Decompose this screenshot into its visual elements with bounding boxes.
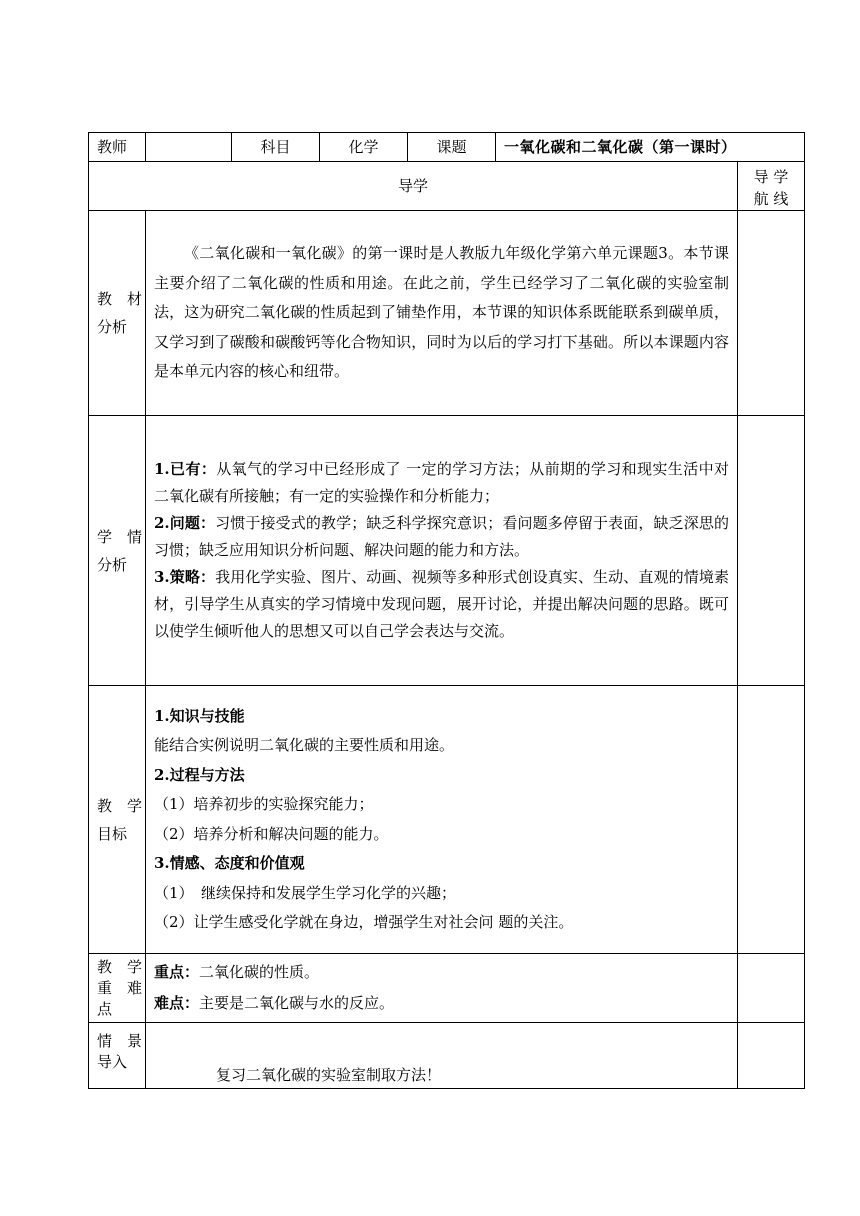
topic-label: 课题 [408, 133, 496, 162]
objectives-label-1: 教 学 [97, 796, 143, 815]
objective-text-process-2: （2）培养分析和解决问题的能力。 [154, 824, 389, 843]
student-analysis-item [154, 456, 729, 510]
student-analysis-nav [738, 416, 805, 686]
objective-heading-process: 2.过程与方法 [154, 765, 245, 784]
student-analysis-label-2: 分析 [97, 555, 128, 574]
student-analysis-item-text: 习惯于接受式的教学；缺乏科学探究意识；看问题多停留于表面，缺乏深思的习惯；缺乏应用知识分析问题、解决问题的能力和方法。 [154, 514, 729, 559]
key-points-row [89, 954, 805, 1023]
objective-heading-knowledge: 1.知识与技能 [154, 706, 245, 725]
student-analysis-item-head: 3.策略： [154, 568, 216, 586]
student-analysis-item-head: 2.问题： [154, 514, 216, 532]
intro-label [89, 1023, 146, 1089]
difficult-point-head: 难点： [154, 994, 200, 1012]
key-point [154, 957, 729, 988]
objectives-label-2: 目标 [97, 824, 128, 843]
textbook-analysis-nav [738, 211, 805, 416]
teacher-label: 教师 [89, 133, 146, 162]
teacher-value [146, 133, 232, 162]
key-points-label [89, 954, 146, 1023]
subject-label: 科目 [232, 133, 320, 162]
intro-row [89, 1023, 805, 1089]
difficult-point-text: 主要是二氧化碳与水的反应。 [199, 994, 395, 1012]
guide-row [89, 162, 805, 211]
student-analysis-item-head: 1.已有： [154, 460, 217, 478]
textbook-analysis-row [89, 211, 805, 416]
student-analysis-content [146, 416, 738, 686]
key-points-content [146, 954, 738, 1023]
objectives-label [89, 686, 146, 954]
header-row [89, 133, 805, 162]
intro-nav [738, 1023, 805, 1089]
student-analysis-item-text: 从氧气的学习中已经形成了 一定的学习方法；从前期的学习和现实生活中对二氧化碳有所接触；有一定的实验操作和分析能力； [154, 460, 729, 505]
textbook-analysis-label [89, 211, 146, 416]
objectives-row [89, 686, 805, 954]
objective-text-attitude-2: （2）让学生感受化学就在身边，增强学生对社会问 题的关注。 [154, 913, 574, 931]
key-points-label-2: 重 难 [97, 978, 143, 997]
student-analysis-row [89, 416, 805, 686]
objective-heading-attitude: 3.情感、态度和价值观 [154, 854, 305, 872]
student-analysis-item-text: 我用化学实验、图片、动画、视频等多种形式创设真实、生动、直观的情境素材，引导学生从真实的学习情境中发现问题，展开讨论，并提出解决问题的思路。既可以使学生倾听他人的思想又可以自己学会表达与交流。 [154, 568, 729, 640]
intro-label-1: 情 景 [97, 1032, 143, 1050]
guide-nav-label-2: 航 线 [753, 190, 789, 208]
key-points-nav [738, 954, 805, 1023]
intro-text: 复习二氧化碳的实验室制取方法！ [146, 1023, 738, 1089]
objectives-nav [738, 686, 805, 954]
subject-value: 化学 [320, 133, 408, 162]
key-points-label-1: 教 学 [97, 957, 143, 976]
guide-label: 导学 [89, 162, 738, 211]
textbook-analysis-label-1: 教 材 [97, 290, 143, 308]
student-analysis-label [89, 416, 146, 686]
lesson-plan-table [88, 132, 805, 1089]
objectives-content [146, 686, 738, 954]
objective-text-knowledge: 能结合实例说明二氧化碳的主要性质和用途。 [154, 736, 455, 754]
intro-label-2: 导入 [97, 1053, 128, 1071]
student-analysis-item [154, 564, 729, 645]
textbook-analysis-text: 《二氧化碳和一氧化碳》的第一课时是人教版九年级化学第六单元课题3。本节课主要介绍了二氧化碳的性质和用途。在此之前，学生已经学习了二氧化碳的实验室制法，这为研究二氧化碳的性质起到了铺垫作用，本节课的知识体系既能联系到碳单质，又学习到了碳酸和碳酸钙等化合物知识，同时为以后的学习打下基础。所以本课题内容是本单元内容的核心和纽带。 [154, 244, 729, 381]
textbook-analysis-label-2: 分析 [97, 318, 128, 336]
student-analysis-label-1: 学 情 [97, 527, 143, 546]
guide-nav-label-1: 导 学 [753, 168, 789, 186]
key-point-head: 重点： [154, 963, 200, 981]
topic-value: 一氧化碳和二氧化碳（第一课时） [496, 133, 805, 162]
guide-nav-cell [738, 162, 805, 211]
objective-text-process-1: （1）培养初步的实验探究能力； [154, 795, 374, 813]
textbook-analysis-content [146, 211, 738, 416]
objective-text-attitude-1: （1） 继续保持和发展学生学习化学的兴趣； [154, 883, 457, 902]
student-analysis-item [154, 510, 729, 564]
difficult-point [154, 988, 729, 1019]
key-points-label-3: 点 [97, 999, 113, 1018]
key-point-text: 二氧化碳的性质。 [199, 963, 320, 981]
